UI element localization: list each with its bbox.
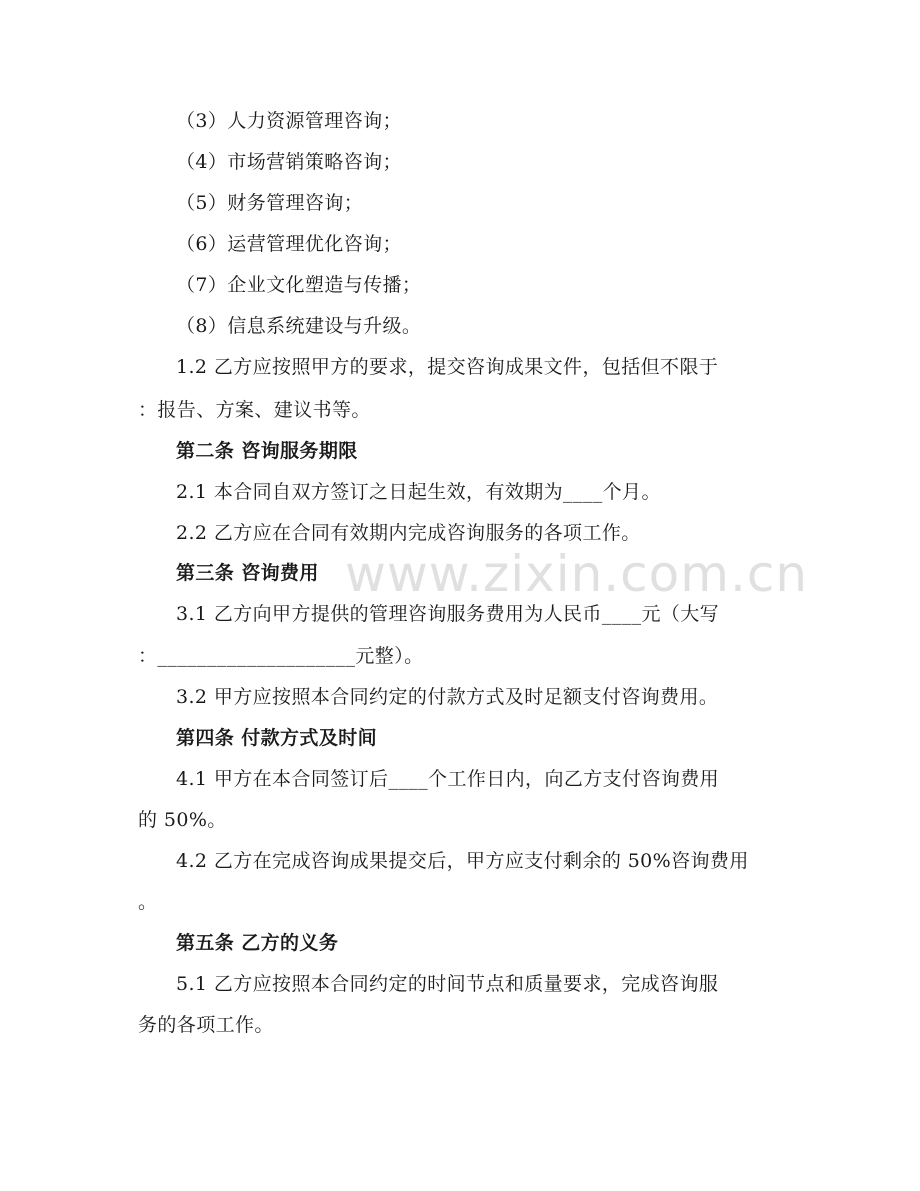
- article-3-heading: 第三条 咨询费用: [176, 562, 319, 584]
- clause-3-2: 3.2 甲方应按照本合同约定的付款方式及时足额支付咨询费用。: [176, 686, 719, 708]
- list-item-8: （8）信息系统建设与升级。: [176, 315, 422, 337]
- list-item-4: （4）市场营销策略咨询；: [176, 151, 402, 173]
- watermark: www.zixin.com.cn: [345, 545, 809, 603]
- list-item-5: （5）财务管理咨询；: [176, 192, 364, 214]
- article-4-heading: 第四条 付款方式及时间: [176, 727, 378, 749]
- clause-2-2: 2.2 乙方应在合同有效期内完成咨询服务的各项工作。: [176, 522, 641, 544]
- article-5-heading: 第五条 乙方的义务: [176, 932, 339, 954]
- clause-4-1-cont: 的 50%。: [138, 809, 227, 831]
- clause-3-1-cont: ：____________________元整）。: [138, 645, 424, 667]
- list-item-7: （7）企业文化塑造与传播；: [176, 274, 422, 296]
- clause-4-2-cont: 。: [138, 891, 158, 913]
- clause-4-2: 4.2 乙方在完成咨询成果提交后，甲方应支付剩余的 50%咨询费用: [176, 850, 749, 872]
- list-item-3: （3）人力资源管理咨询；: [176, 110, 402, 132]
- article-2-heading: 第二条 咨询服务期限: [176, 440, 358, 462]
- list-item-6: （6）运营管理优化咨询；: [176, 233, 402, 255]
- clause-3-1: 3.1 乙方向甲方提供的管理咨询服务费用为人民币____元（大写: [176, 603, 720, 625]
- clause-1-2: 1.2 乙方应按照甲方的要求，提交咨询成果文件，包括但不限于: [176, 356, 719, 378]
- clause-4-1: 4.1 甲方在本合同签订后____个工作日内，向乙方支付咨询费用: [176, 768, 720, 790]
- clause-5-1: 5.1 乙方应按照本合同约定的时间节点和质量要求，完成咨询服: [176, 973, 719, 995]
- clause-1-2-cont: ：报告、方案、建议书等。: [138, 399, 371, 421]
- clause-5-1-cont: 务的各项工作。: [138, 1014, 274, 1036]
- clause-2-1: 2.1 本合同自双方签订之日起生效，有效期为____个月。: [176, 481, 661, 503]
